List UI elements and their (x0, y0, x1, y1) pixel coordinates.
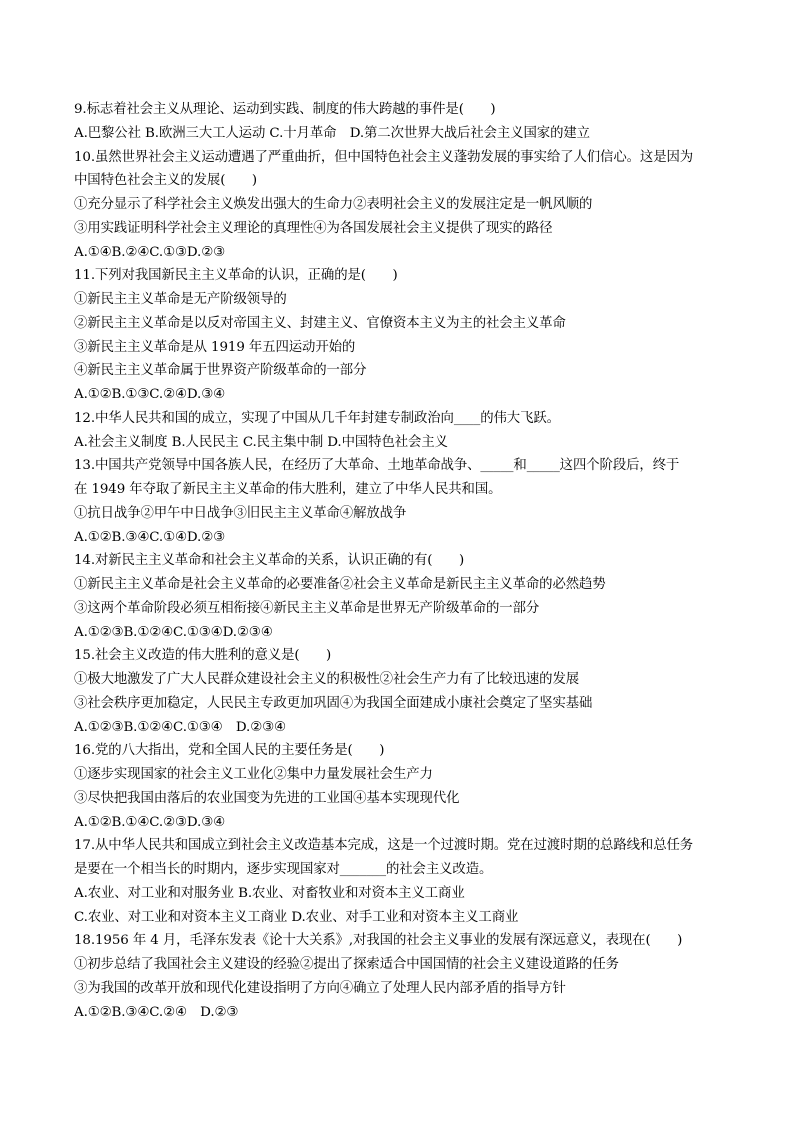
text-line: A.①②③B.①②④C.①③④ D.②③④ (74, 719, 286, 735)
text-line: ②新民主主义革命是以反对帝国主义、封建主义、官僚资本主义为主的社会主义革命 (74, 315, 566, 331)
text-line: 12.中华人民共和国的成立，实现了中国从几千年封建专制政治向____的伟大飞跃。 (74, 410, 560, 426)
text-line: ③这两个革命阶段必须互相衔接④新民主主义革命是世界无产阶级革命的一部分 (74, 600, 540, 616)
text-line: 14.对新民主主义革命和社会主义革命的关系，认识正确的有( ) (74, 553, 465, 569)
text-line: 9.标志着社会主义从理论、运动到实践、制度的伟大跨越的事件是( ) (74, 102, 496, 117)
text-line: ④新民主主义革命属于世界资产阶级革命的一部分 (74, 363, 367, 379)
text-line: 17.从中华人民共和国成立到社会主义改造基本完成，这是一个过渡时期。党在过渡时期的总路线和总任务 (74, 838, 694, 854)
text-line: A.①②B.③④C.②④ D.②③ (74, 1004, 239, 1020)
text-line: A.①②③B.①②④C.①③④D.②③④ (74, 624, 273, 640)
text-line: ①逐步实现国家的社会主义工业化②集中力量发展社会生产力 (74, 767, 433, 782)
text-line: ①抗日战争②甲午中日战争③旧民主主义革命④解放战争 (74, 505, 407, 521)
text-line: ③为我国的改革开放和现代化建设指明了方向④确立了处理人民内部矛盾的指导方针 (74, 980, 566, 996)
text-line: ①新民主主义革命是无产阶级领导的 (74, 292, 287, 307)
text-line: ③尽快把我国由落后的农业国变为先进的工业国④基本实现现代化 (74, 790, 460, 806)
text-line: ①充分显示了科学社会主义焕发出强大的生命力②表明社会主义的发展注定是一帆风顺的 (74, 197, 593, 212)
text-line: 15.社会主义改造的伟大胜利的意义是( ) (74, 648, 332, 664)
text-line: 中国特色社会主义的发展( ) (74, 173, 258, 189)
text-line: A.①②B.①④C.②③D.③④ (74, 814, 225, 830)
text-line: 10.虽然世界社会主义运动遭遇了严重曲折，但中国特色社会主义蓬勃发展的事实给了人们信心。这是因为 (74, 149, 694, 165)
text-line: A.①②B.①③C.②④D.③④ (74, 387, 225, 402)
text-line: A.农业、对工业和对服务业 B.农业、对畜牧业和对资本主义工商业 (74, 885, 465, 901)
question-list (74, 98, 738, 1024)
text-line: A.社会主义制度 B.人民民主 C.民主集中制 D.中国特色社会主义 (74, 434, 448, 450)
text-line: ③社会秩序更加稳定，人民民主专政更加巩固④为我国全面建成小康社会奠定了坚实基础 (74, 695, 593, 711)
text-line: 11.下列对我国新民主主义革命的认识，正确的是( ) (74, 268, 398, 284)
text-line: ③用实践证明科学社会主义理论的真理性④为各国发展社会主义提供了现实的路径 (74, 220, 553, 236)
text-line: A.①②B.③④C.①④D.②③ (74, 529, 225, 545)
text-line: ①新民主主义革命是社会主义革命的必要准备②社会主义革命是新民主主义革命的必然趋势 (74, 577, 606, 592)
text-line: 是要在一个相当长的时期内，逐步实现国家对_______的社会主义改造。 (74, 862, 493, 877)
text-line: ①极大地激发了广大人民群众建设社会主义的积极性②社会生产力有了比较迅速的发展 (74, 672, 580, 687)
text-line: 在 1949 年夺取了新民主主义革命的伟大胜利，建立了中华人民共和国。 (74, 482, 502, 497)
text-line: 13.中国共产党领导中国各族人民，在经历了大革命、土地革命战争、_____和_____这四个阶段后，终于 (74, 458, 680, 474)
text-line: ①初步总结了我国社会主义建设的经验②提出了探索适合中国国情的社会主义建设道路的任务 (74, 957, 619, 972)
text-line: ③新民主主义革命是从 1919 年五四运动开始的 (74, 339, 356, 355)
text-line: A.巴黎公社 B.欧洲三大工人运动 C.十月革命 D.第二次世界大战后社会主义国家的建立 (74, 125, 590, 141)
text-line: 16.党的八大指出，党和全国人民的主要任务是( ) (74, 743, 385, 759)
text-line: A.①④B.②④C.①③D.②③ (74, 244, 225, 260)
text-line: 18.1956 年 4 月，毛泽东发表《论十大关系》,对我国的社会主义事业的发展有深远意义，表现在( ) (74, 933, 683, 949)
text-line: C.农业、对工业和对资本主义工商业 D.农业、对手工业和对资本主义工商业 (74, 909, 519, 925)
